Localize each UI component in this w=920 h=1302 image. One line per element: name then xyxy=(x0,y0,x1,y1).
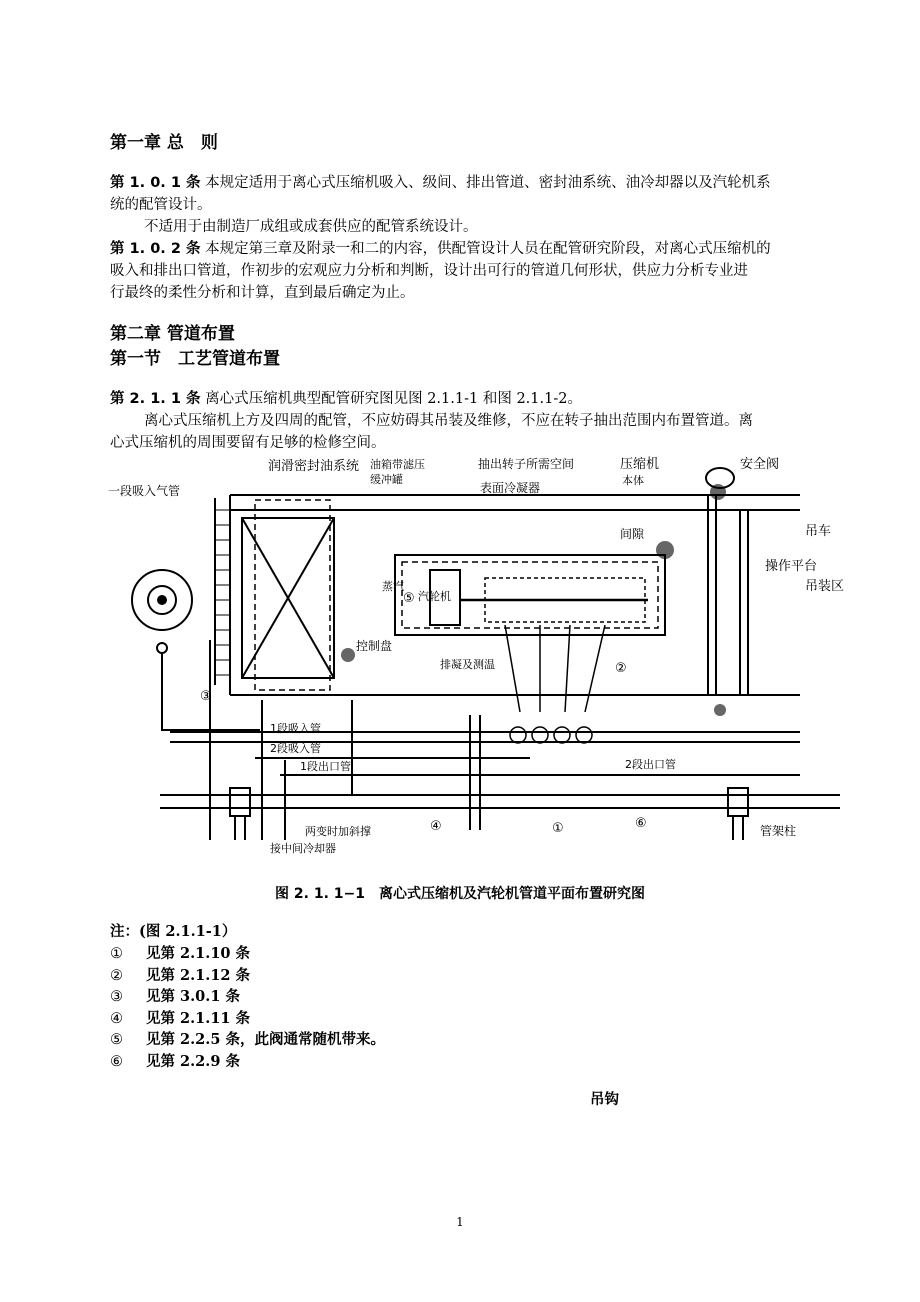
label-connect: 接中间冷却器 xyxy=(270,842,336,855)
marker-2: ② xyxy=(615,661,627,676)
label-pullout: 抽出转子所需空间 xyxy=(478,457,575,471)
marker-6: ⑥ xyxy=(635,816,647,831)
article-text: 不适用于由制造厂成组或成套供应的配管系统设计。 xyxy=(144,219,478,235)
note-marker: ④ xyxy=(110,1010,123,1027)
article-text: 统的配管设计。 xyxy=(110,197,212,213)
note-item xyxy=(110,964,385,986)
label-pipe-1: 1段吸入管 xyxy=(270,722,321,735)
label-clearance: 间隙 xyxy=(620,527,645,541)
note-marker: ⑥ xyxy=(110,1053,123,1070)
note-item xyxy=(110,942,385,964)
label-cooler: 表面冷凝器 xyxy=(480,481,541,495)
article-text: 本规定适用于离心式压缩机吸入、级间、排出管道、密封油系统、油冷却器以及汽轮机系 xyxy=(205,175,771,191)
article-text: 行最终的柔性分析和计算，直到最后确定为止。 xyxy=(110,285,415,301)
article-2-1-1 xyxy=(110,388,840,454)
marker-4: ④ xyxy=(430,819,442,834)
label-pipe-2: 2段吸入管 xyxy=(270,742,321,755)
article-1-0-2 xyxy=(110,238,840,304)
note-text: 见第 2.2.9 条 xyxy=(146,1052,240,1070)
section-title: 第一节 工艺管道布置 xyxy=(110,349,280,369)
label-pipe-3: 1段出口管 xyxy=(300,760,351,773)
label-control-panel: 控制盘 xyxy=(356,639,393,653)
article-label: 第 2. 1. 1 条 xyxy=(110,391,201,407)
chapter-1-title: 第一章 总 则 xyxy=(110,133,218,153)
note-marker: ① xyxy=(110,946,123,962)
note-text: 见第 2.2.5 条，此阀通常随机带来。 xyxy=(146,1031,385,1048)
page-number: 1 xyxy=(456,1215,464,1229)
chapter-2-title: 第二章 管道布置 xyxy=(110,324,235,344)
label-compressor: 压缩机 xyxy=(620,457,660,472)
label-safety-valve: 安全阀 xyxy=(740,457,780,472)
article-label: 第 1. 0. 2 条 xyxy=(110,241,201,257)
note-text: 见第 2.1.10 条 xyxy=(146,945,251,962)
hook-label: 吊钩 xyxy=(590,1092,619,1108)
article-text: 本规定第三章及附录一和二的内容，供配管设计人员在配管研究阶段，对离心式压缩机的 xyxy=(205,241,771,257)
label-compressor-2: 本体 xyxy=(622,474,644,487)
label-steam: 蒸汽 xyxy=(382,580,404,593)
label-hoist: 吊装区 xyxy=(805,579,845,594)
note-marker: ② xyxy=(110,967,123,984)
label-drain: 排凝及测温 xyxy=(440,658,495,671)
marker-1: ① xyxy=(552,821,564,836)
article-1-0-1 xyxy=(110,172,840,238)
label-platform: 操作平台 xyxy=(765,559,818,574)
article-text: 离心式压缩机典型配管研究图见图 2.1.1-1 和图 2.1.1-2。 xyxy=(205,391,582,407)
notes-header: 注：(图 2.1.1-1） xyxy=(110,923,237,940)
label-crane: 吊车 xyxy=(805,524,832,539)
note-text: 见第 2.1.11 条 xyxy=(146,1009,251,1027)
note-marker: ③ xyxy=(110,989,123,1005)
article-text: 心式压缩机的周围要留有足够的检修空间。 xyxy=(110,435,386,451)
note-marker: ⑤ xyxy=(110,1032,123,1048)
note-text: 见第 2.1.12 条 xyxy=(146,966,251,984)
label-support: 两变时加斜撑 xyxy=(305,825,371,838)
label-oilbox: 油箱带滤压 xyxy=(370,458,425,471)
article-label: 第 1. 0. 1 条 xyxy=(110,175,201,191)
note-item xyxy=(110,1050,385,1072)
note-item xyxy=(110,1028,385,1050)
marker-5: ⑤ xyxy=(403,591,415,606)
marker-3: ③ xyxy=(200,689,212,704)
label-suction-1: 一段吸入气管 xyxy=(108,484,181,498)
label-turbine: 汽轮机 xyxy=(418,590,451,603)
note-text: 见第 3.0.1 条 xyxy=(146,988,240,1005)
article-text: 离心式压缩机上方及四周的配管，不应妨碍其吊装及维修，不应在转子抽出范围内布置管道。离 xyxy=(144,413,753,429)
note-item xyxy=(110,1007,385,1029)
label-lube-oil: 润滑密封油系统 xyxy=(268,459,360,474)
label-pipe-4: 2段出口管 xyxy=(625,758,676,771)
piping-layout-figure xyxy=(100,450,845,862)
article-text: 吸入和排出口管道，作初步的宏观应力分析和判断，设计出可行的管道几何形状，供应力分析专业进 xyxy=(110,263,748,279)
label-oilbox-2: 缓冲罐 xyxy=(370,473,403,486)
figure-caption: 图 2. 1. 1−1 离心式压缩机及汽轮机管道平面布置研究图 xyxy=(275,886,645,902)
notes-list xyxy=(110,942,385,1071)
label-rack: 管架柱 xyxy=(760,824,797,838)
note-item xyxy=(110,985,385,1007)
